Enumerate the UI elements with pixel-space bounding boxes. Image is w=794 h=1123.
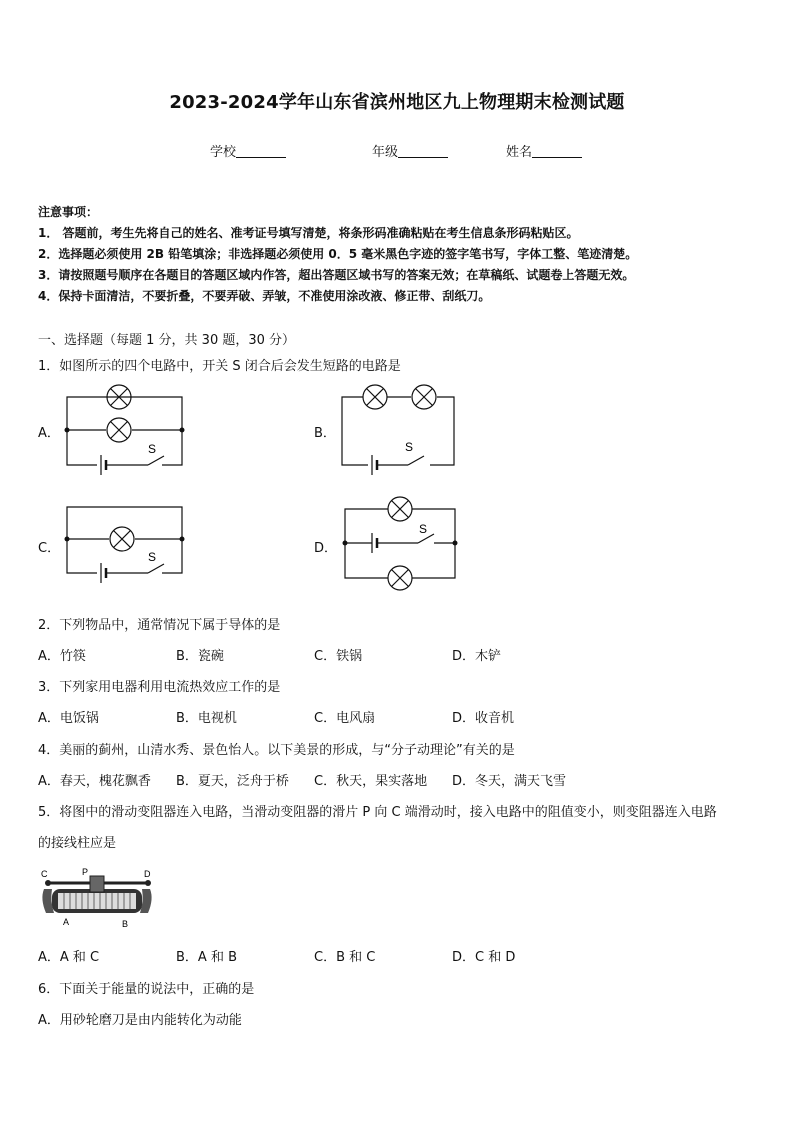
q4-option-b: B．夏天，泛舟于桥 [176,774,289,789]
q4-option-a: A．春天，槐花飘香 [38,774,151,789]
notes-heading: 注意事项： [38,205,99,219]
switch-label: S [148,442,157,456]
circuit-a [65,385,185,475]
q1-label-b: B． [314,426,336,441]
school-field: 学校 [210,141,286,160]
terminal-a-label: A [63,917,70,927]
question-2: 2．下列物品中，通常情况下属于导体的是 [38,618,281,633]
question-3: 3．下列家用电器利用电流热效应工作的是 [38,680,281,695]
name-field: 姓名 [506,141,582,160]
terminal-b-label: B [122,919,129,929]
q5-option-d: D．C 和 D [452,950,516,965]
terminal-p-label: P [82,867,89,877]
q6-option-a: A．用砂轮磨刀是由内能转化为动能 [38,1013,242,1028]
rheostat-image [38,865,156,929]
question-5-line-2: 的接线柱应是 [38,836,117,851]
question-5-line-1: 5．将图中的滑动变阻器连入电路，当滑动变阻器的滑片 P 向 C 端滑动时，接入电路中的阻值变小，则变阻器连入电路 [38,805,717,820]
grade-field: 年级 [372,141,448,160]
q4-option-d: D．冬天，满天飞雪 [452,774,567,789]
q1-label-c: C． [38,541,61,556]
q3-option-c: C．电风扇 [314,711,376,726]
note-item: 4．保持卡面清洁，不要折叠，不要弄破、弄皱，不准使用涂改液、修正带、刮纸刀。 [38,289,491,303]
note-item: 3．请按照题号顺序在各题目的答题区域内作答，超出答题区域书写的答案无效；在草稿纸、试题卷上答题无效。 [38,268,635,282]
circuit-d [343,497,458,590]
q3-option-b: B．电视机 [176,711,237,726]
circuit-b [342,385,454,475]
q5-option-b: B．A 和 B [176,950,237,965]
switch-label: S [405,440,414,454]
switch-label: S [419,522,428,536]
note-item: 2．选择题必须使用 2B 铅笔填涂；非选择题必须使用 0．5 毫米黑色字迹的签字笔书写，字体工整、笔迹清楚。 [38,247,638,261]
terminal-c-label: C [41,869,48,879]
question-1: 1．如图所示的四个电路中，开关 S 闭合后会发生短路的电路是 [38,359,401,374]
q2-option-c: C．铁锅 [314,649,363,664]
q2-option-a: A．竹筷 [38,649,86,664]
terminal-d-label: D [144,869,151,879]
question-4: 4．美丽的蓟州，山清水秀、景色怡人。以下美景的形成，与“分子动理论”有关的是 [38,743,515,758]
section-heading: 一、选择题（每题 1 分，共 30 题，30 分） [38,333,296,348]
question-6: 6．下面关于能量的说法中，正确的是 [38,982,255,997]
q5-option-c: C．B 和 C [314,950,376,965]
q3-option-a: A．电饭锅 [38,711,99,726]
circuit-c [65,507,185,583]
q1-label-d: D． [314,541,338,556]
note-item: 1． 答题前，考生先将自己的姓名、准考证号填写清楚，将条形码准确粘贴在考生信息条形码粘贴区。 [38,226,579,240]
q4-option-c: C．秋天，果实落地 [314,774,428,789]
q5-option-a: A．A 和 C [38,950,100,965]
q1-label-a: A． [38,426,60,441]
page-title: 2023-2024学年山东省滨州地区九上物理期末检测试题 [169,92,625,113]
q3-option-d: D．收音机 [452,711,515,726]
switch-label: S [148,550,157,564]
q2-option-d: D．木铲 [452,649,502,664]
q2-option-b: B．瓷碗 [176,649,224,664]
